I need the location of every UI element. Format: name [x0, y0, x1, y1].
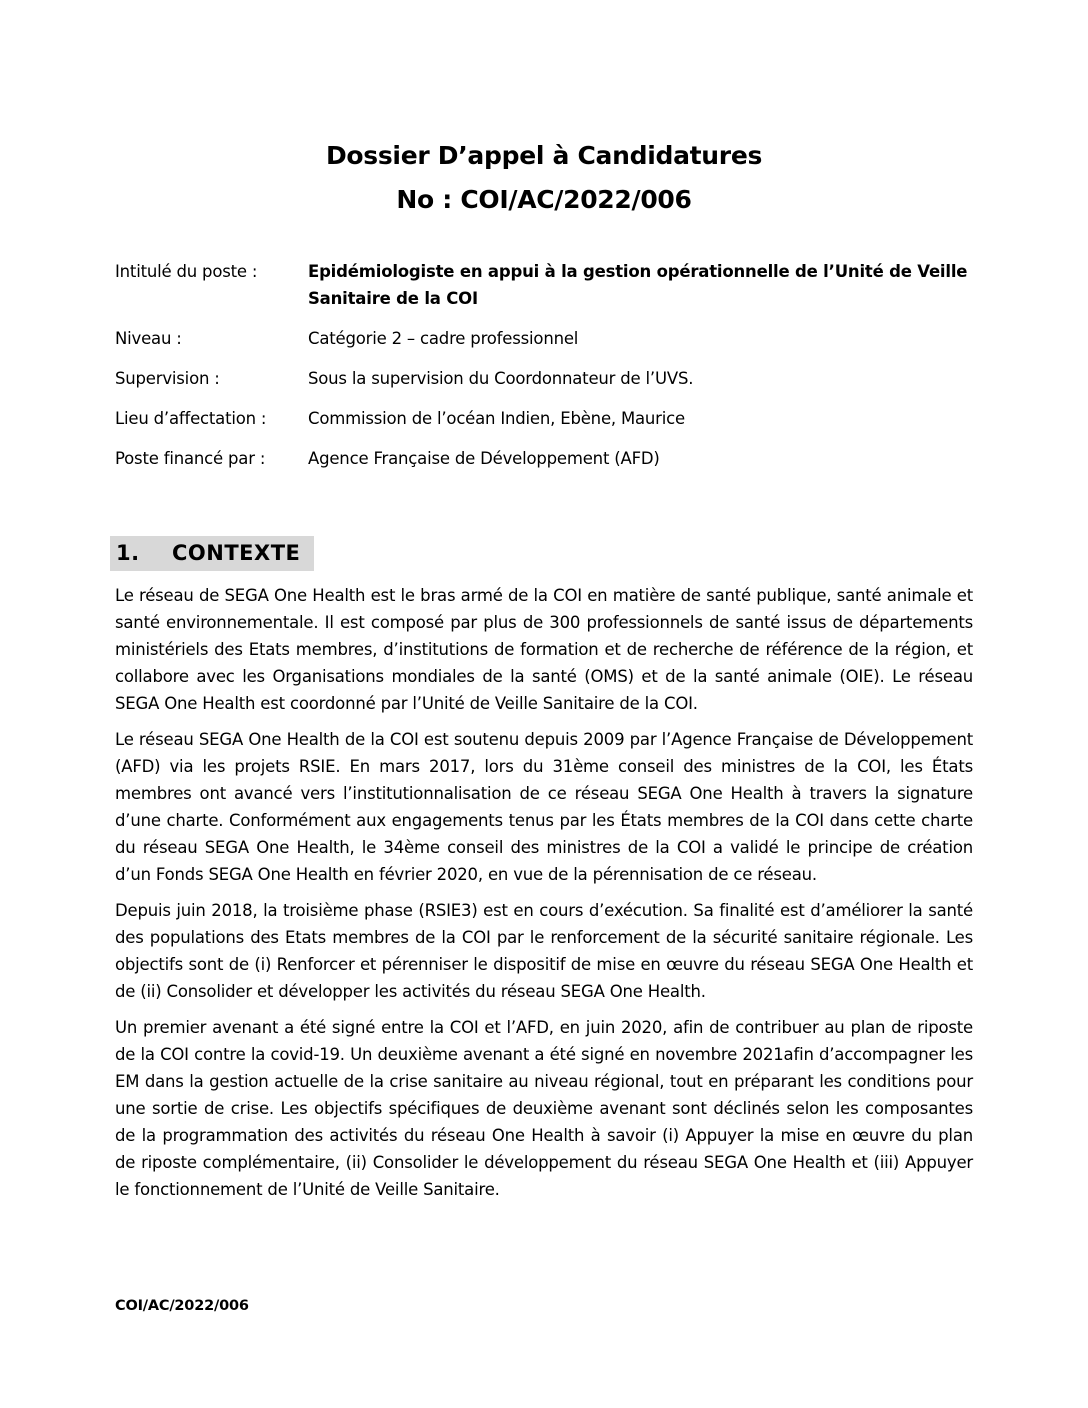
- context-section-body: [115, 582, 973, 1212]
- section-title: CONTEXTE: [172, 541, 301, 565]
- meta-value: Sous la supervision du Coordonnateur de l’UVS.: [308, 369, 694, 388]
- context-paragraph-2: Le réseau SEGA One Health de la COI est soutenu depuis 2009 par l’Agence Française de Développement (AFD) via les projets RSIE. En mars 2017, lors du 31ème conseil des ministres de la COI, les États membres ont avancé vers l’institutionnalisation de ce réseau SEGA One Health à travers la signature d’une charte. Conformément aux engagements tenus par les États membres de la COI dans cette charte du réseau SEGA One Health, le 34ème conseil des ministres de la COI a validé le principe de création d’un Fonds SEGA One Health en février 2020, en vue de la pérennisation de ce réseau.: [115, 730, 973, 884]
- meta-label: Intitulé du poste :: [115, 262, 258, 281]
- title-block: [0, 134, 1088, 222]
- meta-label: Lieu d’affectation :: [115, 409, 267, 428]
- footer-reference: COI/AC/2022/006: [115, 1298, 249, 1314]
- document-title: Dossier D’appel à Candidatures: [325, 141, 763, 170]
- meta-value: Catégorie 2 – cadre professionnel: [308, 329, 579, 348]
- meta-value: Commission de l’océan Indien, Ebène, Maurice: [308, 409, 685, 428]
- meta-block: [115, 258, 973, 485]
- context-paragraph-3: Depuis juin 2018, la troisième phase (RSIE3) est en cours d’exécution. Sa finalité est d’améliorer la santé des populations des Etats membres de la COI par le renforcement de la sécurité sanitaire régionale. Les objectifs sont de (i) Renforcer et pérenniser le dispositif de mise en œuvre du réseau SEGA One Health et de (ii) Consolider et développer les activités du réseau SEGA One Health.: [115, 901, 973, 1001]
- meta-row-lieu: [115, 405, 973, 432]
- meta-value: Epidémiologiste en appui à la gestion opérationnelle de l’Unité de Veille Sanitaire de la COI: [308, 262, 968, 308]
- section-heading-contexte: [110, 536, 314, 571]
- context-paragraph-1: Le réseau de SEGA One Health est le bras armé de la COI en matière de santé publique, santé animale et santé environnementale. Il est composé par plus de 300 professionnels de santé issus de départements ministériels des Etats membres, d’institutions de formation et de recherche de référence de la région, et collabore avec les Organisations mondiales de la santé (OMS) et de la santé animale (OIE). Le réseau SEGA One Health est coordonné par l’Unité de Veille Sanitaire de la COI.: [115, 586, 973, 713]
- meta-row-intitule: [115, 258, 973, 312]
- meta-row-supervision: [115, 365, 973, 392]
- section-number: 1.: [116, 541, 140, 565]
- document-number: No : COI/AC/2022/006: [396, 185, 692, 214]
- context-paragraph-4: Un premier avenant a été signé entre la COI et l’AFD, en juin 2020, afin de contribuer au plan de riposte de la COI contre la covid-19. Un deuxième avenant a été signé en novembre 2021afin d’accompagner les EM dans la gestion actuelle de la crise sanitaire au niveau régional, tout en préparant les conditions pour une sortie de crise. Les objectifs spécifiques de deuxième avenant sont déclinés selon les composantes de la programmation des activités du réseau One Health à savoir (i) Appuyer la mise en œuvre du plan de riposte complémentaire, (ii) Consolider le développement du réseau SEGA One Health et (iii) Appuyer le fonctionnement de l’Unité de Veille Sanitaire.: [115, 1018, 973, 1199]
- meta-row-financement: [115, 445, 973, 472]
- meta-label: Supervision :: [115, 369, 220, 388]
- section-heading-highlight: [110, 536, 314, 571]
- meta-row-niveau: [115, 325, 973, 352]
- meta-value: Agence Française de Développement (AFD): [308, 449, 660, 468]
- meta-label: Niveau :: [115, 329, 182, 348]
- meta-label: Poste financé par :: [115, 449, 266, 468]
